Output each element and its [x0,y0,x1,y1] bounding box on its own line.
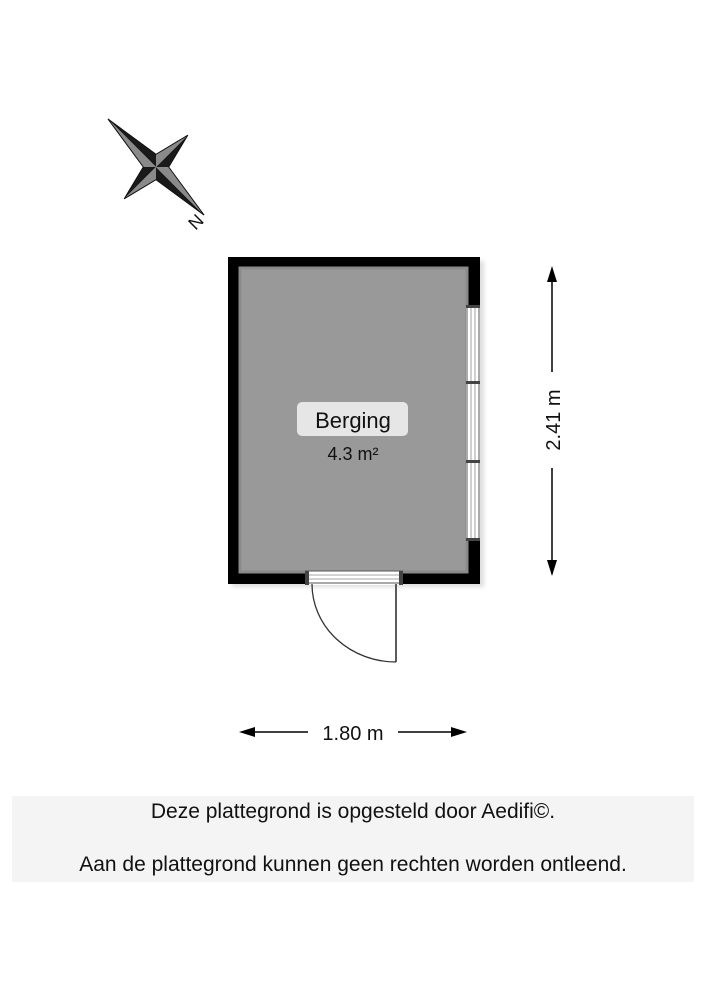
compass-icon [76,87,236,247]
height-dimension-label: 2.41 m [543,389,565,451]
room-area: 4.3 m² [327,444,379,464]
room-name: Berging [315,408,391,433]
door [305,571,403,662]
disclaimer-line-1: Deze plattegrond is opgesteld door Aedifi©. [150,800,556,823]
width-dimension-label: 1.80 m [322,723,384,745]
disclaimer-line-2: Aan de plattegrond kunnen geen rechten worden ontleend. [79,853,627,876]
window [466,305,480,541]
disclaimer-footer [12,796,694,882]
compass-north-label: N [184,210,208,234]
